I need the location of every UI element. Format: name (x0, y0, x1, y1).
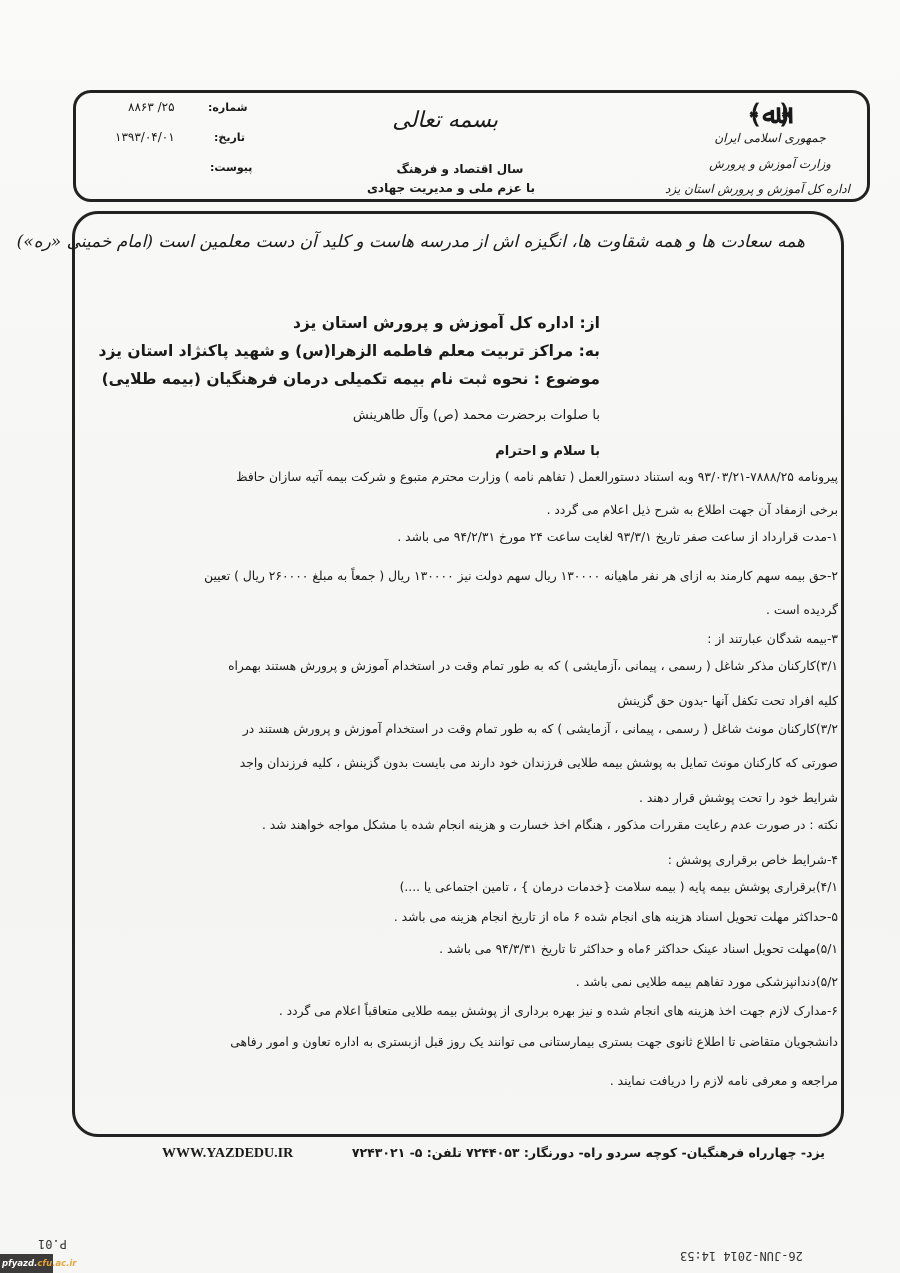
body-line: نکته : در صورت عدم رعایت مقررات مذکور ، هنگام اخذ خسارت و هزینه انجام شده با مشکل مواجه خواهند شد . (261, 818, 838, 832)
letter-from: از: اداره کل آموزش و پرورش استان یزد (292, 314, 600, 332)
watermark-part1: pfyazd. (2, 1258, 38, 1269)
body-line: برخی ازمفاد آن جهت اطلاع به شرح ذیل اعلام می گردد . (546, 503, 838, 517)
body-line: صورتی که کارکنان مونث تمایل به پوشش بیمه طلایی فرزندان خود دارند می بایست بدون گزینش ، کلیه فرزندان واجد (239, 756, 838, 770)
body-line: ۱-مدت قرارداد از ساعت صفر تاریخ ۹۳/۳/۱ لغایت ساعت ۲۴ مورخ ۹۴/۲/۳۱ می باشد . (397, 530, 838, 544)
bismillah-heading: بسمه تعالی (392, 108, 498, 133)
fax-timestamp: 26-JUN-2014 14:53 (680, 1249, 803, 1263)
body-line: ۳/۱)کارکنان مذکر شاغل ( رسمی ، پیمانی ،آزمایشی ) که به طور تمام وقت در استخدام آموزش و پرورش هستند بهمراه (228, 659, 838, 673)
fax-page-number: P.01 (38, 1237, 67, 1251)
attachment-label: پیوست: (210, 161, 253, 174)
salawat-line: با صلوات برحضرت محمد (ص) وآل طاهرینش (352, 408, 600, 423)
khomeini-quote: همه سعادت ها و همه شقاوت ها، انگیزه اش از مدرسه هاست و کلید آن دست معلمین است (امام خمینی «ره») (16, 232, 805, 252)
body-line: ۵/۲)دندانپزشکی مورد تفاهم بیمه طلایی نمی باشد . (575, 975, 838, 989)
ministry-name: وزارت آموزش و پرورش (709, 157, 831, 171)
year-slogan: سال اقتصاد و فرهنگ (396, 162, 524, 176)
number-value: ۸۸۶۳ /۲۵ (128, 100, 175, 114)
footer-address: یزد- چهارراه فرهنگیان- کوچه سردو راه- دورنگار: ۷۲۴۴۰۵۳ تلفن: ۵- ۷۲۴۳۰۲۱ (351, 1145, 825, 1160)
body-line: گردیده است . (766, 603, 838, 617)
site-watermark (0, 1254, 77, 1273)
body-line: ۵-حداکثر مهلت تحویل اسناد هزینه های انجام شده ۶ ماه از تاریخ انجام هزینه می باشد . (393, 910, 838, 924)
body-line: شرایط خود را تحت پوشش قرار دهند . (639, 791, 838, 805)
body-line: ۶-مدارک لازم جهت اخذ هزینه های انجام شده و نیز بهره برداری از پوشش بیمه طلایی متعاقباً اعلام می گردد . (278, 1004, 838, 1018)
body-line: ۳/۲)کارکنان مونث شاغل ( رسمی ، پیمانی ، آزمایشی ) که به طور تمام وقت در استخدام آموزش و پرورش هستند در (242, 722, 838, 736)
body-line: ۵/۱)مهلت تحویل اسناد عینک حداکثر ۶ماه و حداکثر تا تاریخ ۹۴/۳/۳۱ می باشد . (439, 942, 838, 956)
date-value: ۱۳۹۳/۰۴/۰۱ (115, 130, 175, 144)
body-line: مراجعه و معرفی نامه لازم را دریافت نمایند . (609, 1074, 838, 1088)
date-label: تاریخ: (214, 131, 246, 144)
country-name: جمهوری اسلامی ایران (714, 131, 826, 145)
body-line: ۳-بیمه شدگان عبارتند از : (707, 632, 838, 646)
watermark-part2: cfu.ac.ir (37, 1258, 77, 1269)
body-line: کلیه افراد تحت تکفل آنها -بدون حق گزینش (617, 694, 838, 708)
year-slogan-line2: با عزم ملی و مدیریت جهادی (366, 181, 535, 195)
body-line: ۴-شرایط خاص برقراری پوشش : (667, 853, 838, 867)
body-line: دانشجویان متقاضی تا اطلاع ثانوی جهت بستری بیمارستانی می توانند یک روز قبل ازبستری به اداره تعاون و امور رفاهی (230, 1035, 838, 1049)
number-label: شماره: (208, 101, 248, 114)
letter-subject: موضوع : نحوه ثبت نام بیمه تکمیلی درمان فرهنگیان (بیمه طلایی) (101, 370, 600, 388)
body-line: پیرونامه ۷۸۸۸/۲۵-۹۳/۰۳/۲۱ وبه استناد دستورالعمل ( تفاهم نامه ) وزارت محترم متبوع و شرکت بیمه آتیه سازان حافظ (236, 470, 838, 484)
greeting-line: با سلام و احترام (495, 444, 600, 459)
body-line: ۴/۱)برقراری پوشش بیمه پایه ( بیمه سلامت {خدمات درمان } ، تامین اجتماعی یا ....) (399, 880, 838, 894)
letter-to: به: مراکز تربیت معلم فاطمه الزهرا(س) و شهید پاکنژاد استان یزد (98, 342, 600, 360)
body-line: ۲-حق بیمه سهم کارمند به ازای هر نفر ماهیانه ۱۳۰۰۰۰ ریال سهم دولت نیز ۱۳۰۰۰۰ ریال ( جمعاً به مبلغ ۲۶۰۰۰۰ ریال ) تعیین (204, 569, 838, 583)
footer-website: WWW.YAZDEDU.IR (162, 1146, 294, 1161)
iran-emblem-icon: ﴾ﷲ﴿ (747, 100, 793, 130)
department-name: اداره کل آموزش و پرورش استان یزد (665, 182, 850, 196)
